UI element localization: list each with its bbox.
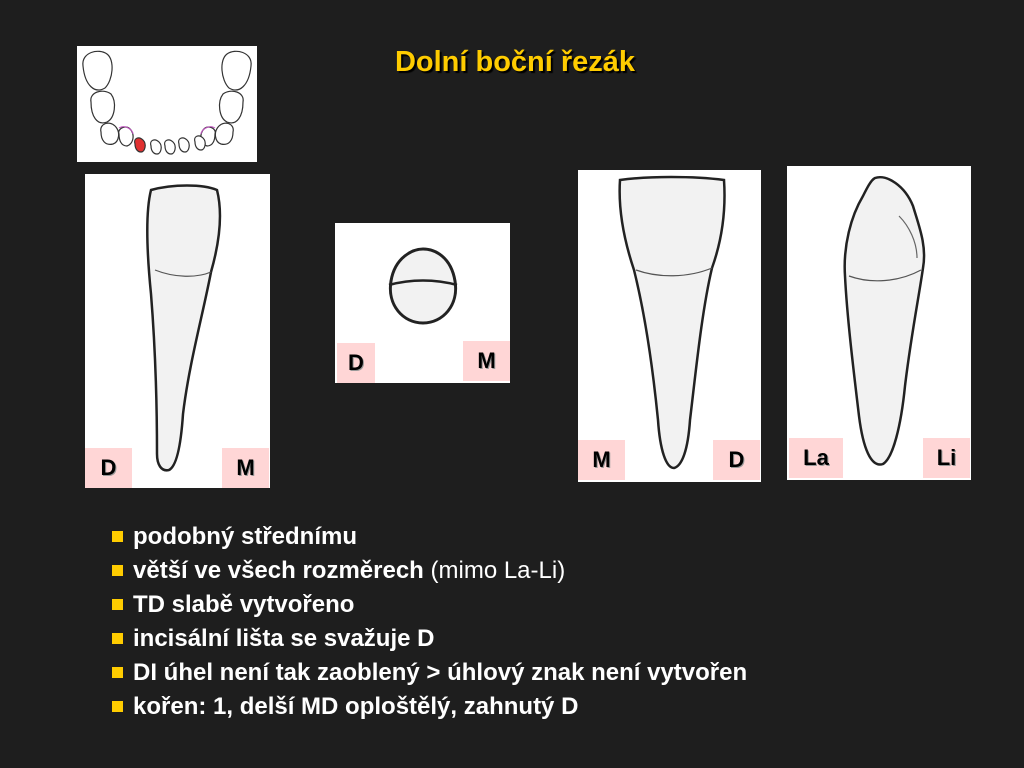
bullet-square-icon [112, 531, 123, 542]
tooth-incisal-panel [335, 223, 510, 383]
tooth2-label-left: D [337, 343, 375, 383]
tooth3-label-left: M [578, 440, 625, 480]
slide-title: Dolní boční řezák [394, 46, 636, 78]
bullet-text: incisální lišta se svažuje D [133, 625, 435, 652]
bullet-item [112, 554, 992, 588]
tooth3-label-right: D [713, 440, 760, 480]
tooth1-label-right: M [222, 448, 269, 488]
bullet-text: podobný střednímu [133, 523, 357, 550]
tooth4-label-left: La [789, 438, 843, 478]
tooth4-label-right: Li [923, 438, 970, 478]
bullet-item [112, 622, 992, 656]
bullet-text: kořen: 1, delší MD oploštělý, zahnutý D [133, 693, 579, 720]
tooth-lingual-view-icon [578, 170, 761, 482]
dental-arch-panel [77, 46, 257, 162]
bullet-item [112, 690, 992, 724]
bullet-text: TD slabě vytvořeno [133, 591, 355, 618]
tooth-proximal-view-icon [787, 166, 971, 480]
bullet-note: (mimo La-Li) [423, 557, 566, 584]
tooth-labial-panel [85, 174, 270, 488]
tooth-labial-view-icon [85, 174, 270, 488]
tooth-lingual-panel [578, 170, 761, 482]
bullet-square-icon [112, 667, 123, 678]
bullet-list [112, 520, 992, 724]
bullet-square-icon [112, 701, 123, 712]
bullet-item [112, 588, 992, 622]
bullet-square-icon [112, 565, 123, 576]
tooth1-label-left: D [85, 448, 132, 488]
dental-arch-icon [77, 46, 257, 162]
tooth2-label-right: M [463, 341, 510, 381]
bullet-item [112, 656, 992, 690]
bullet-text: větší ve všech rozměrech [133, 557, 424, 584]
tooth-proximal-panel [787, 166, 971, 480]
bullet-square-icon [112, 599, 123, 610]
bullet-text: DI úhel není tak zaoblený > úhlový znak není vytvořen [133, 659, 748, 686]
bullet-item [112, 520, 992, 554]
bullet-square-icon [112, 633, 123, 644]
